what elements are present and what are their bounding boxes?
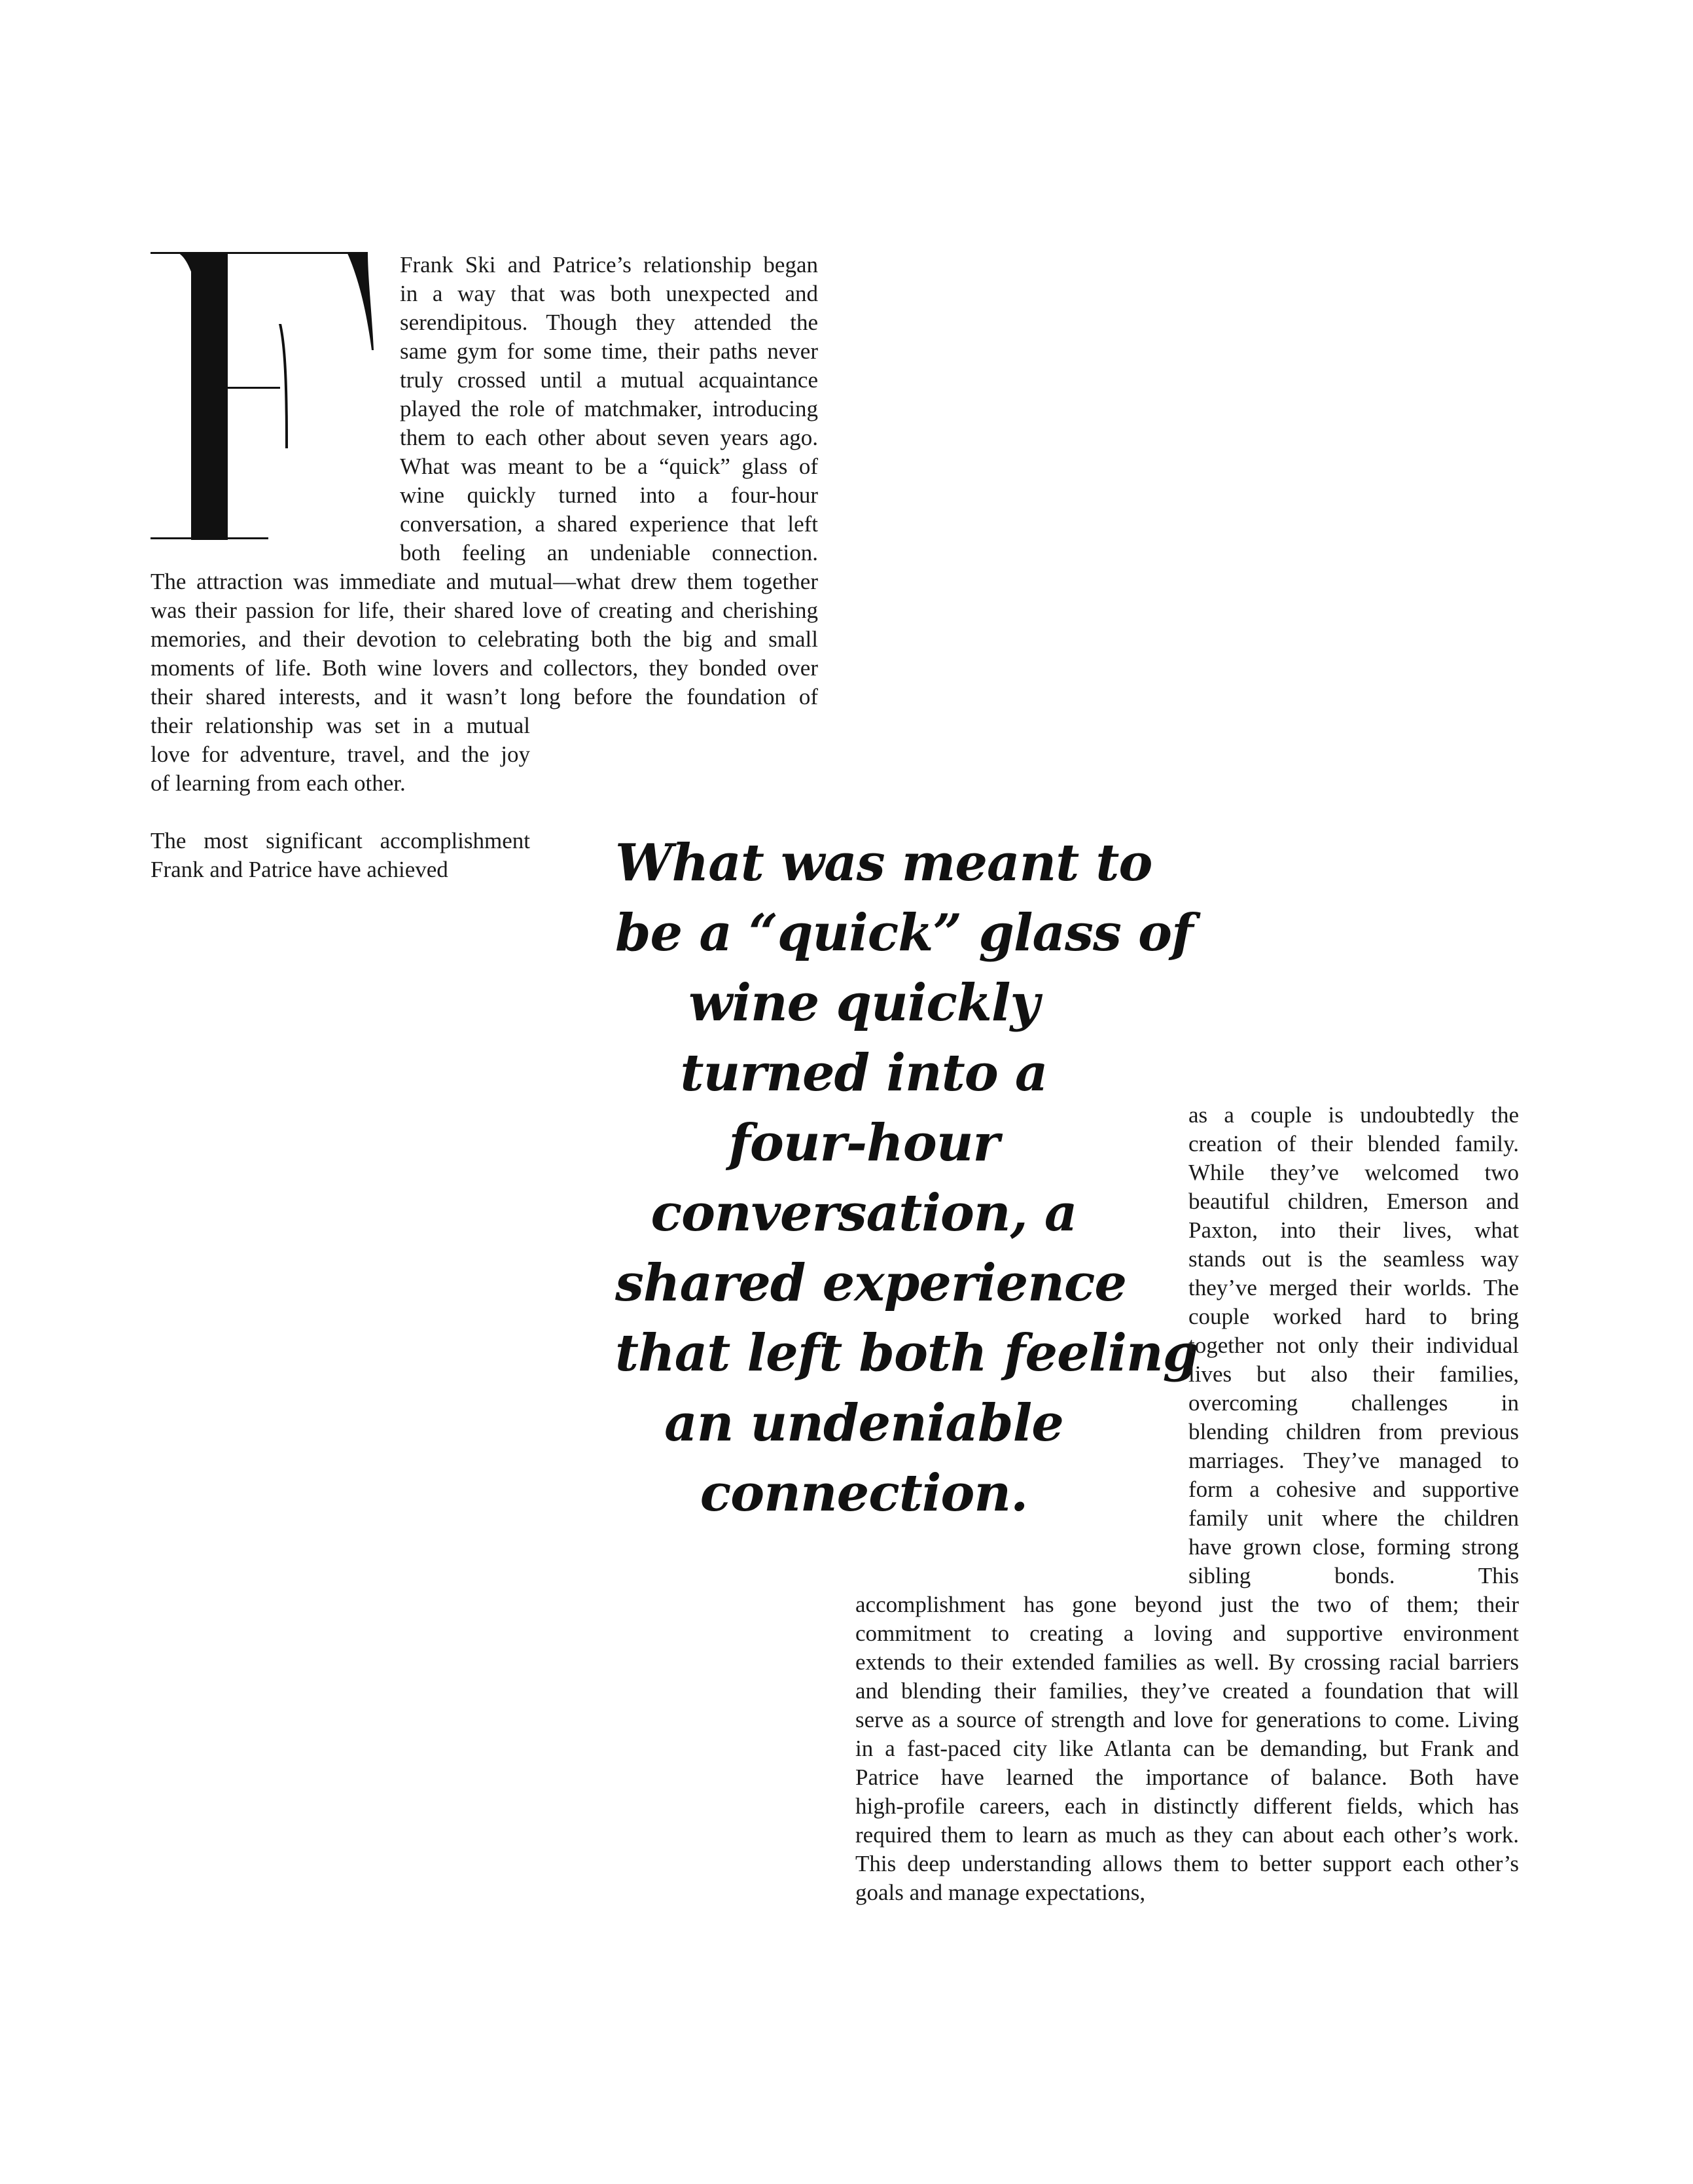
- body-text-line: they’ve merged their worlds. The: [1188, 1275, 1519, 1300]
- drop-cap-letter-f: [151, 252, 380, 540]
- body-text-line: serve as a source of strength and love for generations to come. Living: [855, 1707, 1519, 1732]
- pull-quote-line: turned into a: [680, 1043, 1048, 1103]
- body-text-line: of learning from each other.: [151, 770, 406, 796]
- body-text-line: played the role of matchmaker, introducing: [400, 396, 818, 421]
- body-text-line: This deep understanding allows them to better support each other’s: [855, 1851, 1519, 1876]
- body-text-line: their shared interests, and it wasn’t long before the foundation of: [151, 684, 818, 709]
- body-text-line: form a cohesive and supportive: [1188, 1477, 1519, 1502]
- body-text-line: The attraction was immediate and mutual—what drew them together: [151, 569, 818, 594]
- body-text-line: required them to learn as much as they can about each other’s work.: [855, 1822, 1519, 1848]
- body-text-line: couple worked hard to bring: [1188, 1304, 1519, 1329]
- body-text-line: them to each other about seven years ago.: [400, 425, 818, 450]
- body-text-line: beautiful children, Emerson and: [1188, 1189, 1519, 1214]
- body-text-line: goals and manage expectations,: [855, 1880, 1146, 1905]
- body-text-line: Frank Ski and Patrice’s relationship began: [400, 252, 818, 277]
- body-text-line: marriages. They’ve managed to: [1188, 1448, 1519, 1473]
- body-text-line: high-profile careers, each in distinctly different fields, which has: [855, 1793, 1519, 1819]
- body-text-line: Frank and Patrice have achieved: [151, 857, 448, 882]
- body-text-line: conversation, a shared experience that left: [400, 511, 818, 537]
- body-text-line: overcoming challenges in: [1188, 1390, 1519, 1416]
- body-text-line: Patrice have learned the importance of balance. Both have: [855, 1764, 1519, 1790]
- pull-quote-line: be a “quick” glass of: [615, 903, 1193, 963]
- body-text-line: memories, and their devotion to celebrating both the big and small: [151, 626, 818, 652]
- body-text-line: both feeling an undeniable connection.: [400, 540, 818, 565]
- body-text-line: sibling bonds. This: [1188, 1563, 1519, 1588]
- body-text-line: was their passion for life, their shared love of creating and cherishing: [151, 598, 818, 623]
- body-text-line: truly crossed until a mutual acquaintance: [400, 367, 818, 393]
- body-text-line: family unit where the children: [1188, 1505, 1519, 1531]
- body-text-line: blending children from previous: [1188, 1419, 1519, 1444]
- body-text-line: lives but also their families,: [1188, 1361, 1519, 1387]
- body-text-line: serendipitous. Though they attended the: [400, 310, 818, 335]
- body-text-line: The most significant accomplishment: [151, 828, 530, 853]
- body-text-line: wine quickly turned into a four-hour: [400, 482, 818, 508]
- body-text-line: extends to their extended families as well. By crossing racial barriers: [855, 1649, 1519, 1675]
- pull-quote-line: conversation, a: [650, 1183, 1077, 1243]
- body-text-line: moments of life. Both wine lovers and collectors, they bonded over: [151, 655, 818, 681]
- body-text-line: have grown close, forming strong: [1188, 1534, 1519, 1560]
- pull-quote-line: wine quickly: [688, 973, 1039, 1033]
- body-text-line: commitment to creating a loving and supportive environment: [855, 1620, 1519, 1646]
- body-text-line: in a fast-paced city like Atlanta can be demanding, but Frank and: [855, 1736, 1519, 1761]
- body-text-line: love for adventure, travel, and the joy: [151, 742, 530, 767]
- body-text-line: in a way that was both unexpected and: [400, 281, 818, 306]
- pull-quote-line: an undeniable: [664, 1393, 1063, 1453]
- body-text-line: and blending their families, they’ve created a foundation that will: [855, 1678, 1519, 1704]
- body-text-line: their relationship was set in a mutual: [151, 713, 530, 738]
- pull-quote-line: shared experience: [615, 1253, 1127, 1313]
- pull-quote-line: that left both feeling: [615, 1323, 1198, 1383]
- pull-quote-line: four-hour: [728, 1113, 999, 1173]
- body-text-line: Paxton, into their lives, what: [1188, 1217, 1519, 1243]
- body-text-line: creation of their blended family.: [1188, 1131, 1519, 1156]
- body-text-line: accomplishment has gone beyond just the two of them; their: [855, 1592, 1519, 1617]
- pull-quote-line: What was meant to: [615, 833, 1152, 893]
- body-text-line: as a couple is undoubtedly the: [1188, 1102, 1519, 1128]
- body-text-line: together not only their individual: [1188, 1333, 1519, 1358]
- body-text-line: stands out is the seamless way: [1188, 1246, 1519, 1272]
- body-text-line: What was meant to be a “quick” glass of: [400, 454, 818, 479]
- pull-quote-line: connection.: [700, 1463, 1028, 1523]
- body-text-line: same gym for some time, their paths never: [400, 338, 818, 364]
- body-text-line: While they’ve welcomed two: [1188, 1160, 1519, 1185]
